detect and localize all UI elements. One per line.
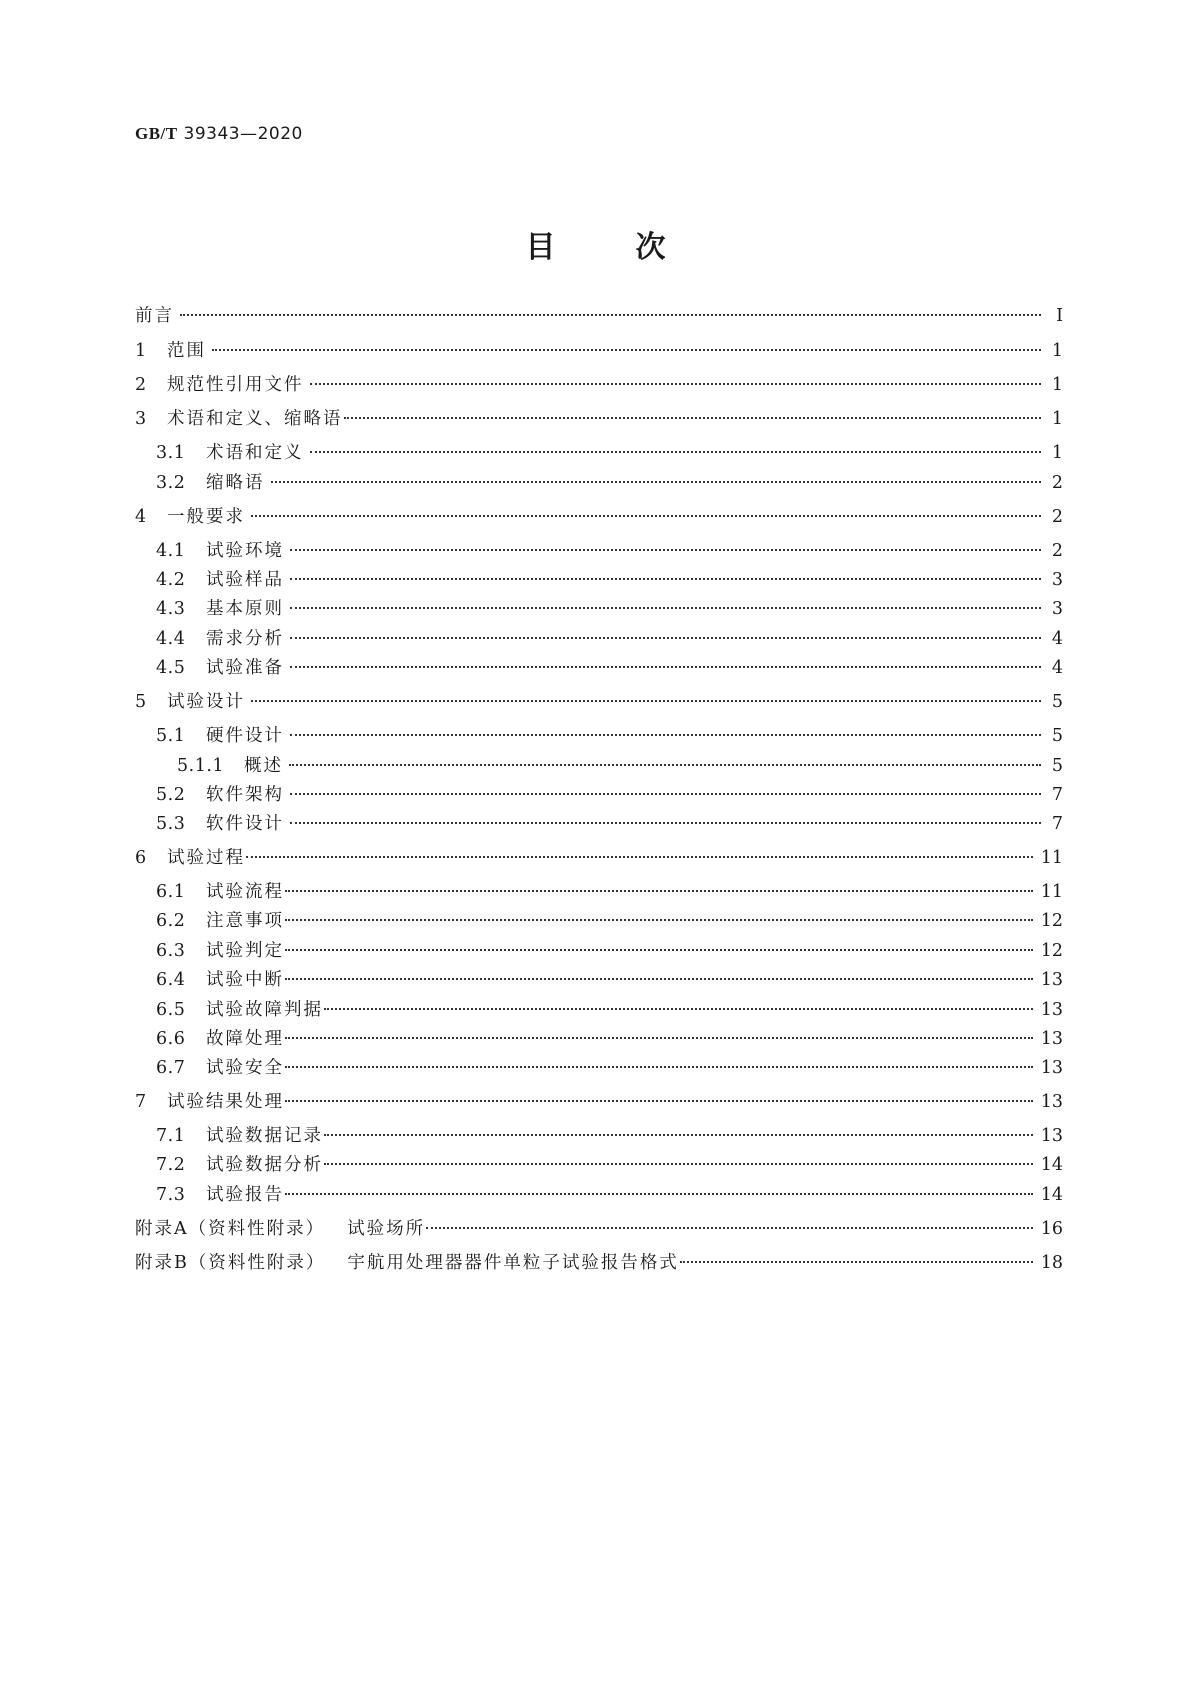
toc-entry-number: 7	[135, 1092, 147, 1112]
toc-entry-page: 2	[1051, 507, 1063, 527]
toc-entry-7[interactable]	[135, 1090, 1063, 1114]
dot-leader	[290, 637, 1041, 639]
toc-entry-number: 4.5	[156, 658, 186, 678]
dot-leader	[285, 1037, 1033, 1039]
toc-entry-6-1[interactable]	[156, 880, 1063, 904]
toc-entry-number: 附录A（资料性附录）	[135, 1219, 326, 1239]
dot-leader	[310, 451, 1042, 453]
toc-entry-number: 7.1	[156, 1126, 186, 1146]
toc-entry-number: 4.4	[156, 629, 186, 649]
toc-entry-text: 概述	[244, 756, 283, 776]
toc-entry-number: 6.3	[156, 941, 186, 961]
toc-entry-page: 13	[1040, 1058, 1063, 1078]
dot-leader	[180, 314, 1041, 316]
dot-leader	[426, 1227, 1033, 1229]
toc-entry-number: 7.2	[156, 1155, 186, 1175]
dot-leader	[251, 515, 1041, 517]
dot-leader	[289, 764, 1041, 766]
toc-entry-number: 4.3	[156, 599, 186, 619]
toc-entry-1[interactable]	[135, 339, 1063, 363]
toc-entry-number: 5	[135, 692, 147, 712]
toc-entry-page: 1	[1051, 375, 1063, 395]
toc-entry-number: 7.3	[156, 1185, 186, 1205]
toc-entry-number: 6.4	[156, 970, 186, 990]
toc-entry-text: 宇航用处理器器件单粒子试验报告格式	[347, 1253, 679, 1273]
toc-entry-text: 试验样品	[206, 570, 284, 590]
dot-leader	[290, 578, 1041, 580]
toc-entry-number: 3.2	[156, 473, 186, 493]
dot-leader	[290, 793, 1041, 795]
toc-entry-page: 4	[1051, 658, 1063, 678]
toc-entry-page: 16	[1040, 1219, 1063, 1239]
toc-entry-page: 11	[1040, 882, 1063, 902]
toc-entry-appendix-b[interactable]	[135, 1251, 1063, 1275]
toc-entry-page: 11	[1040, 848, 1063, 868]
toc-entry-page: 13	[1040, 970, 1063, 990]
dot-leader	[285, 978, 1033, 980]
dot-leader	[285, 949, 1033, 951]
toc-entry-text: 范围	[167, 341, 206, 361]
toc-entry-4-2[interactable]	[156, 568, 1063, 592]
toc-entry-6-6[interactable]	[156, 1027, 1063, 1051]
toc-entry-text: 故障处理	[206, 1029, 284, 1049]
toc-entry-number: 2	[135, 375, 147, 395]
dot-leader	[251, 700, 1041, 702]
dot-leader	[285, 1193, 1033, 1195]
toc-entry-page: 13	[1040, 1126, 1063, 1146]
toc-entry-3-1[interactable]	[156, 441, 1063, 465]
dot-leader	[285, 1100, 1033, 1102]
dot-leader	[212, 349, 1041, 351]
toc-entry-number: 1	[135, 341, 147, 361]
toc-entry-page: 1	[1051, 443, 1063, 463]
toc-entry-text: 术语和定义、缩略语	[167, 409, 343, 429]
toc-entry-number: 3	[135, 409, 147, 429]
dot-leader	[285, 1066, 1033, 1068]
toc-entry-text: 规范性引用文件	[167, 375, 304, 395]
toc-entry-text: 试验准备	[206, 658, 284, 678]
toc-entry-3[interactable]	[135, 407, 1063, 431]
toc-entry-page: 3	[1051, 599, 1063, 619]
toc-entry-text: 缩略语	[206, 473, 265, 493]
toc-entry-page: 14	[1040, 1185, 1063, 1205]
dot-leader	[290, 607, 1041, 609]
toc-entry-7-2[interactable]	[156, 1153, 1063, 1177]
toc-entry-text: 试验过程	[167, 848, 245, 868]
page-title: 目次	[525, 230, 746, 265]
dot-leader	[290, 666, 1041, 668]
toc-entry-number: 5.2	[156, 785, 186, 805]
dot-leader	[344, 417, 1042, 419]
dot-leader	[290, 549, 1041, 551]
dot-leader	[324, 1134, 1033, 1136]
toc-entry-page: 2	[1051, 473, 1063, 493]
toc-entry-6-4[interactable]	[156, 968, 1063, 992]
toc-entry-page: 2	[1051, 541, 1063, 561]
toc-entry-text: 试验安全	[206, 1058, 284, 1078]
dot-leader	[324, 1163, 1033, 1165]
toc-entry-page: 7	[1051, 785, 1063, 805]
toc-entry-5-2[interactable]	[156, 783, 1063, 807]
toc-entry-page: 4	[1051, 629, 1063, 649]
toc-entry-page: 14	[1040, 1155, 1063, 1175]
dot-leader	[680, 1261, 1033, 1263]
toc-entry-text: 试验环境	[206, 541, 284, 561]
toc-entry-number: 附录B（资料性附录）	[135, 1253, 326, 1273]
toc-entry-page: 1	[1051, 409, 1063, 429]
toc-entry-text: 注意事项	[206, 911, 284, 931]
toc-entry-6-7[interactable]	[156, 1056, 1063, 1080]
toc-entry-6-3[interactable]	[156, 939, 1063, 963]
toc-entry-number: 6.1	[156, 882, 186, 902]
dot-leader	[324, 1008, 1033, 1010]
toc-entry-5-1[interactable]	[156, 724, 1063, 748]
toc-entry-text: 试验结果处理	[167, 1092, 284, 1112]
toc-entry-number: 6.2	[156, 911, 186, 931]
toc-entry-text: 试验数据分析	[206, 1155, 323, 1175]
toc-entry-4-1[interactable]	[156, 539, 1063, 563]
dot-leader	[285, 890, 1033, 892]
toc-entry-page: 3	[1051, 570, 1063, 590]
toc-entry-text: 试验设计	[167, 692, 245, 712]
toc-entry-4-3[interactable]	[156, 597, 1063, 621]
toc-entry-6-5[interactable]	[156, 998, 1063, 1022]
toc-entry-text: 一般要求	[167, 507, 245, 527]
dot-leader	[290, 734, 1041, 736]
toc-entry-text: 前言	[135, 306, 174, 326]
toc-entry-number: 5.1.1	[177, 756, 225, 776]
standard-number: 39343—2020	[183, 124, 303, 144]
toc-entry-7-3[interactable]	[156, 1183, 1063, 1207]
toc-entry-page: 12	[1040, 941, 1063, 961]
toc-entry-text: 软件架构	[206, 785, 284, 805]
toc-entry-number: 6.7	[156, 1058, 186, 1078]
toc-entry-7-1[interactable]	[156, 1124, 1063, 1148]
toc-entry-number: 3.1	[156, 443, 186, 463]
toc-entry-number: 4.2	[156, 570, 186, 590]
toc-entry-appendix-a[interactable]	[135, 1217, 1063, 1241]
toc-entry-text: 需求分析	[206, 629, 284, 649]
toc-entry-text: 试验中断	[206, 970, 284, 990]
dot-leader	[310, 383, 1042, 385]
toc-entry-4-5[interactable]	[156, 656, 1063, 680]
toc-entry-4-4[interactable]	[156, 627, 1063, 651]
dot-leader	[246, 856, 1033, 858]
toc-entry-5-1-1[interactable]	[177, 754, 1063, 778]
toc-entry-text: 试验判定	[206, 941, 284, 961]
toc-entry-number: 4	[135, 507, 147, 527]
toc-entry-page: 5	[1051, 756, 1063, 776]
toc-entry-3-2[interactable]	[156, 471, 1063, 495]
toc-entry-6[interactable]	[135, 846, 1063, 870]
toc-entry-4[interactable]	[135, 505, 1063, 529]
toc-entry-text: 试验数据记录	[206, 1126, 323, 1146]
toc-entry-page: 5	[1051, 726, 1063, 746]
toc-entry-text: 基本原则	[206, 599, 284, 619]
toc-entry-2[interactable]	[135, 373, 1063, 397]
toc-entry-page: Ⅰ	[1056, 306, 1063, 326]
toc-entry-text: 硬件设计	[206, 726, 284, 746]
toc-entry-page: 1	[1051, 341, 1063, 361]
toc-entry-page: 13	[1040, 1092, 1063, 1112]
toc-entry-6-2[interactable]	[156, 909, 1063, 933]
toc-entry-text: 术语和定义	[206, 443, 304, 463]
dot-leader	[285, 919, 1033, 921]
toc-entry-number: 6.6	[156, 1029, 186, 1049]
toc-entry-page: 12	[1040, 911, 1063, 931]
dot-leader	[271, 481, 1042, 483]
toc-entry-text: 试验故障判据	[206, 1000, 323, 1020]
toc-entry-number: 5.1	[156, 726, 186, 746]
toc-entry-5[interactable]	[135, 690, 1063, 714]
toc-entry-text: 软件设计	[206, 814, 284, 834]
toc-entry-number: 6	[135, 848, 147, 868]
toc-entry-page: 13	[1040, 1000, 1063, 1020]
toc-entry-page: 7	[1051, 814, 1063, 834]
toc-entry-text: 试验场所	[347, 1219, 426, 1239]
toc-entry-number: 5.3	[156, 814, 186, 834]
toc-entry-5-3[interactable]	[156, 812, 1063, 836]
toc-entry-page: 13	[1040, 1029, 1063, 1049]
toc-entry-text: 试验流程	[206, 882, 284, 902]
toc-entry-number: 4.1	[156, 541, 186, 561]
dot-leader	[290, 822, 1041, 824]
toc-entry-preface[interactable]	[135, 304, 1063, 328]
standard-prefix: GB/T	[135, 124, 178, 143]
toc-entry-text: 试验报告	[206, 1185, 284, 1205]
toc-entry-number: 6.5	[156, 1000, 186, 1020]
toc-entry-page: 18	[1040, 1253, 1063, 1273]
toc-entry-page: 5	[1051, 692, 1063, 712]
